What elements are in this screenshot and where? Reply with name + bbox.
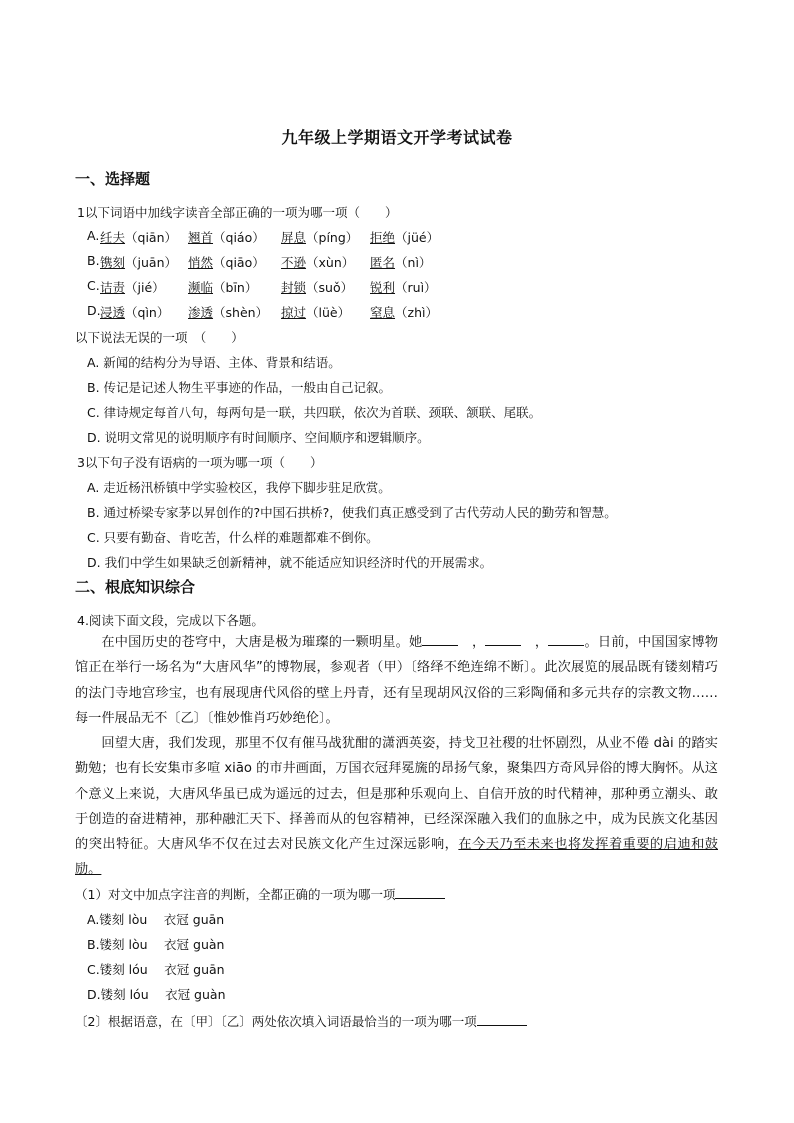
answer-blank-2[interactable] — [477, 1013, 527, 1026]
passage-paragraph-1: 在中国历史的苍穹中，大唐是极为璀璨的一颗明星。她 ， ， 。日前，中国国家博物馆正在举行一场名为“大唐风华”的博物展，参观者（甲）〔络绎不绝连绵不断〕。此次展览的展品既有镂刻精巧的法门寺地宫珍宝，也有展现唐代风俗的壁上丹青，还有呈现胡风汉俗的三彩陶俑和多元共存的宗教文物……每一件展品无不〔乙〕〔惟妙惟肖巧妙绝伦〕。 — [75, 635, 719, 726]
question-3-stem: 3以下句子没有语病的一项为哪一项（ ） — [77, 455, 323, 470]
word-item — [281, 228, 358, 246]
word-text: 诘责 — [100, 280, 126, 295]
pinyin-text: （jié） — [125, 280, 165, 295]
word-text: 不逊 — [281, 255, 307, 270]
question-2-option-d: D. 说明文常见的说明顺序有时间顺序、空间顺序和逻辑顺序。 — [87, 430, 430, 445]
passage-paragraph-2 — [75, 731, 718, 883]
pinyin-text: （bīn） — [213, 280, 258, 295]
pinyin-text: （qiāo） — [213, 255, 265, 270]
option-label: B. — [87, 253, 100, 268]
pinyin-text: （xùn） — [306, 255, 355, 270]
word-text: 濒临 — [188, 280, 214, 295]
subquestion-2-text: 〔2〕根据语意，在〔甲〕〔乙〕两处依次填入词语最恰当的一项为哪一项 — [75, 1014, 477, 1029]
pinyin-text: （suǒ） — [306, 280, 354, 295]
word-item — [370, 253, 431, 271]
word-text: 屏息 — [281, 230, 307, 245]
word-item — [370, 278, 437, 296]
question-1-option-b — [87, 253, 432, 270]
pinyin-text: （qiáo） — [213, 230, 265, 245]
question-2-option-b: B. 传记是记述人物生平事迹的作品，一般由自己记叙。 — [87, 380, 392, 395]
word-item — [100, 303, 169, 321]
pinyin-text: （qìn） — [125, 305, 170, 320]
question-1-option-c — [87, 278, 437, 295]
passage-p2-underlined: 在今天乃至未来也将发挥着重要的启迪和鼓励。 — [75, 837, 719, 878]
option-label: D. — [87, 303, 101, 318]
option-label: A. — [87, 228, 100, 243]
question-2-option-a: A. 新闻的结构分为导语、主体、背景和结语。 — [87, 355, 341, 370]
word-item — [281, 253, 354, 271]
answer-blank-1[interactable] — [395, 886, 445, 899]
pinyin-text: （shèn） — [213, 305, 269, 320]
fill-blank-2[interactable] — [485, 633, 521, 646]
question-2-option-c: C. 律诗规定每首八句，每两句是一联，共四联，依次为首联、颈联、颔联、尾联。 — [87, 405, 542, 420]
section-heading-choice: 一、选择题 — [75, 170, 151, 188]
word-item — [100, 228, 177, 246]
pinyin-text: （qiān） — [125, 230, 178, 245]
word-item — [370, 303, 438, 321]
pinyin-text: （ruì） — [395, 280, 437, 295]
section-heading-basics: 二、根底知识综合 — [75, 578, 196, 596]
passage-p1-start: 在中国历史的苍穹中，大唐是极为璀璨的一颗明星。她 — [101, 635, 423, 650]
subquestion-2 — [75, 1012, 527, 1030]
pinyin-text: （jüé） — [395, 230, 440, 245]
question-3-option-b: B. 通过桥梁专家茅以昇创作的?中国石拱桥?，使我们真正感受到了古代劳动人民的勤劳和智慧。 — [87, 505, 617, 520]
question-1-stem: 1以下词语中加线字读音全部正确的一项为哪一项（ ） — [77, 205, 398, 220]
word-item — [188, 303, 268, 321]
word-text: 窒息 — [370, 305, 396, 320]
question-3-option-c: C. 只要有勤奋、肯吃苦，什么样的难题都难不倒你。 — [87, 530, 379, 545]
passage-p1-rest: 。日前，中国国家博物馆正在举行一场名为“大唐风华”的博物展，参观者（甲）〔络绎不绝连绵不断〕。此次展览的展品既有镂刻精巧的法门寺地宫珍宝，也有展现唐代风俗的壁上丹青，还有呈现胡风汉俗的三彩陶俑和多元共存的宗教文物……每一件展品无不〔乙〕〔惟妙惟肖巧妙绝伦〕。 — [75, 635, 719, 726]
subquestion-1 — [75, 885, 445, 903]
word-item — [100, 278, 165, 296]
pinyin-text: （nì） — [395, 255, 432, 270]
word-text: 悄然 — [188, 255, 214, 270]
question-2-stem: 以下说法无误的一项 （ ） — [75, 330, 244, 345]
word-item — [188, 278, 257, 296]
word-text: 锐利 — [370, 280, 396, 295]
pinyin-text: （zhì） — [395, 305, 438, 320]
question-1-option-d — [87, 303, 438, 320]
word-text: 渗透 — [188, 305, 214, 320]
fill-blank-3[interactable] — [548, 633, 584, 646]
subquestion-1-option-b: B.镂刻 lòu 衣冠 guàn — [87, 937, 225, 952]
question-3-option-a: A. 走近杨汛桥镇中学实验校区，我停下脚步驻足欣赏。 — [87, 480, 391, 495]
subquestion-1-option-d: D.镂刻 lóu 衣冠 guàn — [87, 987, 226, 1002]
question-1-option-a — [87, 228, 440, 245]
pinyin-text: （juān） — [125, 255, 177, 270]
word-item — [100, 253, 177, 271]
word-text: 拒绝 — [370, 230, 396, 245]
pinyin-text: （píng） — [306, 230, 359, 245]
question-3-option-d: D. 我们中学生如果缺乏创新精神，就不能适应知识经济时代的开展需求。 — [87, 555, 493, 570]
word-item — [370, 228, 439, 246]
word-item — [188, 253, 265, 271]
subquestion-1-text: （1）对文中加点字注音的判断，全都正确的一项为哪一项 — [75, 887, 396, 902]
question-4-stem: 4.阅读下面文段，完成以下各题。 — [77, 613, 264, 628]
subquestion-1-option-a: A.镂刻 lòu 衣冠 guān — [87, 912, 225, 927]
word-text: 掠过 — [281, 305, 307, 320]
page-title: 九年级上学期语文开学考试试卷 — [281, 128, 513, 147]
word-text: 浸透 — [100, 305, 126, 320]
word-text: 匿名 — [370, 255, 396, 270]
word-item — [281, 278, 353, 296]
word-text: 翘首 — [188, 230, 214, 245]
subquestion-1-option-c: C.镂刻 lóu 衣冠 guān — [87, 962, 225, 977]
fill-blank-1[interactable] — [422, 633, 458, 646]
word-text: 纴夫 — [100, 230, 126, 245]
word-text: 封锁 — [281, 280, 307, 295]
option-label: C. — [87, 278, 100, 293]
word-item — [188, 228, 265, 246]
word-text: 镌刻 — [100, 255, 126, 270]
pinyin-text: （lüè） — [306, 305, 351, 320]
passage-p2-text: 回望大唐，我们发现，那里不仅有催马战犹酣的潇洒英姿，持戈卫社稷的壮怀剧烈，从业不倦 dài 的踏实勤勉；也有长安集市多喧 xiāo 的市井画面，万国衣冠拜冕旒的昂扬气象，聚集四方奇风异俗的博大胸怀。从这个意义上来说，大唐风华虽已成为遥远的过去，但是那种乐观向上、自信开放的时代精神，那种勇立潮头、敢于创造的奋进精神，那种融汇天下、择善而从的包容精神，已经深深融入我们的血脉之中，成为民族文化基因的突出特征。大唐风华不仅在过去对民族文化产生过深远影响， — [75, 736, 718, 853]
word-item — [281, 303, 350, 321]
